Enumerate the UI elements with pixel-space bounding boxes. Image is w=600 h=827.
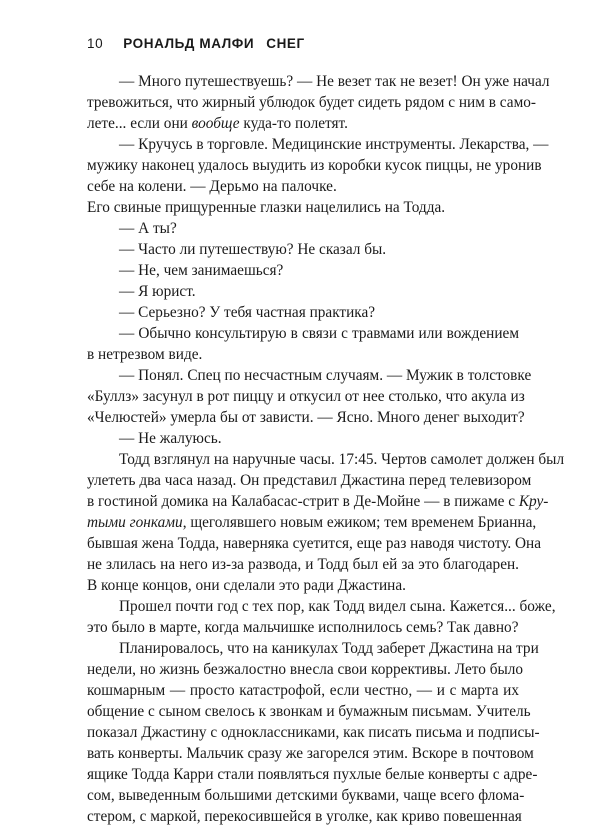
text-line (87, 71, 550, 92)
text-line (87, 218, 519, 239)
text-line (87, 197, 519, 218)
text-run: не злилась на него из-за развода, и Тодд был ей за это благодарен. (87, 556, 519, 573)
text-line (87, 659, 524, 680)
text-run: «Буллз» засунул в рот пиццу и откусил от нее столько, что акула из (87, 388, 525, 405)
text-run: , щеголявшего новым ежиком; тем временем Брианна, (182, 514, 537, 531)
text-run: улететь два часа назад. Он представил Джастина перед телевизором (87, 472, 532, 489)
text-line (87, 449, 565, 470)
text-run: Его свиные прищуренные глазки нацелились на Тодда. (87, 199, 446, 216)
text-run: — Часто ли путешествую? Не сказал бы. (119, 241, 387, 258)
text-run: — Серьезно? У тебя частная практика? (119, 304, 376, 321)
running-head (87, 36, 560, 56)
text-run: бывшая жена Тодда, наверняка суетится, еще раз наводя чистоту. Она (87, 535, 541, 552)
text-line (87, 491, 549, 512)
text-run: — Понял. Спец по несчастным случаям. — Мужик в толстовке (119, 367, 532, 384)
text-run: — Я юрист. (119, 283, 196, 300)
text-line (87, 134, 549, 155)
text-line (87, 743, 534, 764)
text-line (87, 113, 519, 134)
text-line (87, 722, 540, 743)
text-line (87, 323, 519, 344)
text-line (87, 701, 531, 722)
text-run: Прошел почти год с тех пор, как Тодд видел сына. Кажется... боже, (119, 598, 556, 615)
text-run: мужику наконец удалось выудить из коробки кусок пиццы, не уронив (87, 157, 542, 174)
text-run: — Обычно консультирую в связи с травмами или вождением (119, 325, 519, 342)
text-run: Планировалось, что на каникулах Тодд заберет Джастина на три (119, 640, 539, 657)
text-line (87, 575, 519, 596)
text-run: это было в марте, когда мальчишке исполнилось семь? Так давно? (87, 619, 519, 636)
text-line (87, 785, 525, 806)
body-text (87, 71, 565, 827)
running-head-author: РОНАЛЬД МАЛФИ (123, 36, 255, 51)
text-line (87, 617, 519, 638)
running-head-title: СНЕГ (266, 36, 305, 51)
text-line (87, 281, 519, 302)
text-run: общение с сыном свелось к звонкам и бумажным письмам. Учитель (87, 703, 531, 720)
text-run: ящике Тодда Карри стали появляться пухлые белые конверты с адре- (87, 766, 538, 783)
text-run: лете... если они (87, 115, 192, 132)
text-line (87, 806, 522, 827)
text-line (87, 512, 537, 533)
text-line (87, 680, 519, 701)
text-run: в нетрезвом виде. (87, 346, 203, 363)
text-line (87, 596, 556, 617)
text-run: недели, но жизнь безжалостно внесла свои коррективы. Лето было (87, 661, 524, 678)
text-line (87, 470, 532, 491)
text-run: — Не, чем занимаешься? (119, 262, 284, 279)
text-run: — Много путешествуешь? — Не везет так не везет! Он уже начал (119, 73, 550, 90)
text-run: тревожиться, что жирный ублюдок будет сидеть рядом с ним в само- (87, 94, 536, 111)
text-line (87, 344, 519, 365)
text-line (87, 428, 519, 449)
text-run: «Челюстей» умерла бы от зависти. — Ясно. Много денег выходит? (87, 409, 525, 426)
italic-text-run: тыми гонками (87, 514, 183, 531)
text-run: — А ты? (119, 220, 177, 237)
text-line (87, 155, 542, 176)
text-run: Тодд взглянул на наручные часы. 17:45. Чертов самолет должен был (119, 451, 565, 468)
text-line (87, 386, 525, 407)
italic-text-run: Кру- (518, 493, 549, 510)
text-line (87, 764, 538, 785)
text-line (87, 260, 519, 281)
text-run: стером, с маркой, перекосившейся в уголке, как криво повешенная (87, 808, 522, 825)
text-line (87, 176, 519, 197)
text-run: В конце концов, они сделали это ради Джастина. (87, 577, 406, 594)
text-line (87, 92, 536, 113)
text-line (87, 302, 519, 323)
text-line (87, 638, 539, 659)
text-line (87, 239, 519, 260)
text-run: себе на колени. — Дерьмо на палочке. (87, 178, 337, 195)
text-run: сом, выведенным большими детскими буквами, чаще всего фломa- (87, 787, 525, 804)
text-run: вать конверты. Мальчик сразу же загорелся этим. Вскоре в почтовом (87, 745, 534, 762)
text-line (87, 365, 532, 386)
text-run: — Кручусь в торговле. Медицинские инструменты. Лекарства, — (119, 136, 549, 153)
page-number: 10 (87, 36, 104, 51)
text-run: в гостиной домика на Калабасас-стрит в Де-Мойне — в пижаме с (87, 493, 519, 510)
text-run: — Не жалуюсь. (119, 430, 222, 447)
text-line (87, 533, 541, 554)
text-run: кошмарным — просто катастрофой, если честно, — и с марта их (87, 682, 519, 699)
text-run: показал Джастину с одноклассниками, как писать письма и подписы- (87, 724, 540, 741)
text-line (87, 407, 525, 428)
text-line (87, 554, 519, 575)
italic-text-run: вообще (191, 115, 240, 132)
text-run: куда-то полетят. (239, 115, 348, 132)
